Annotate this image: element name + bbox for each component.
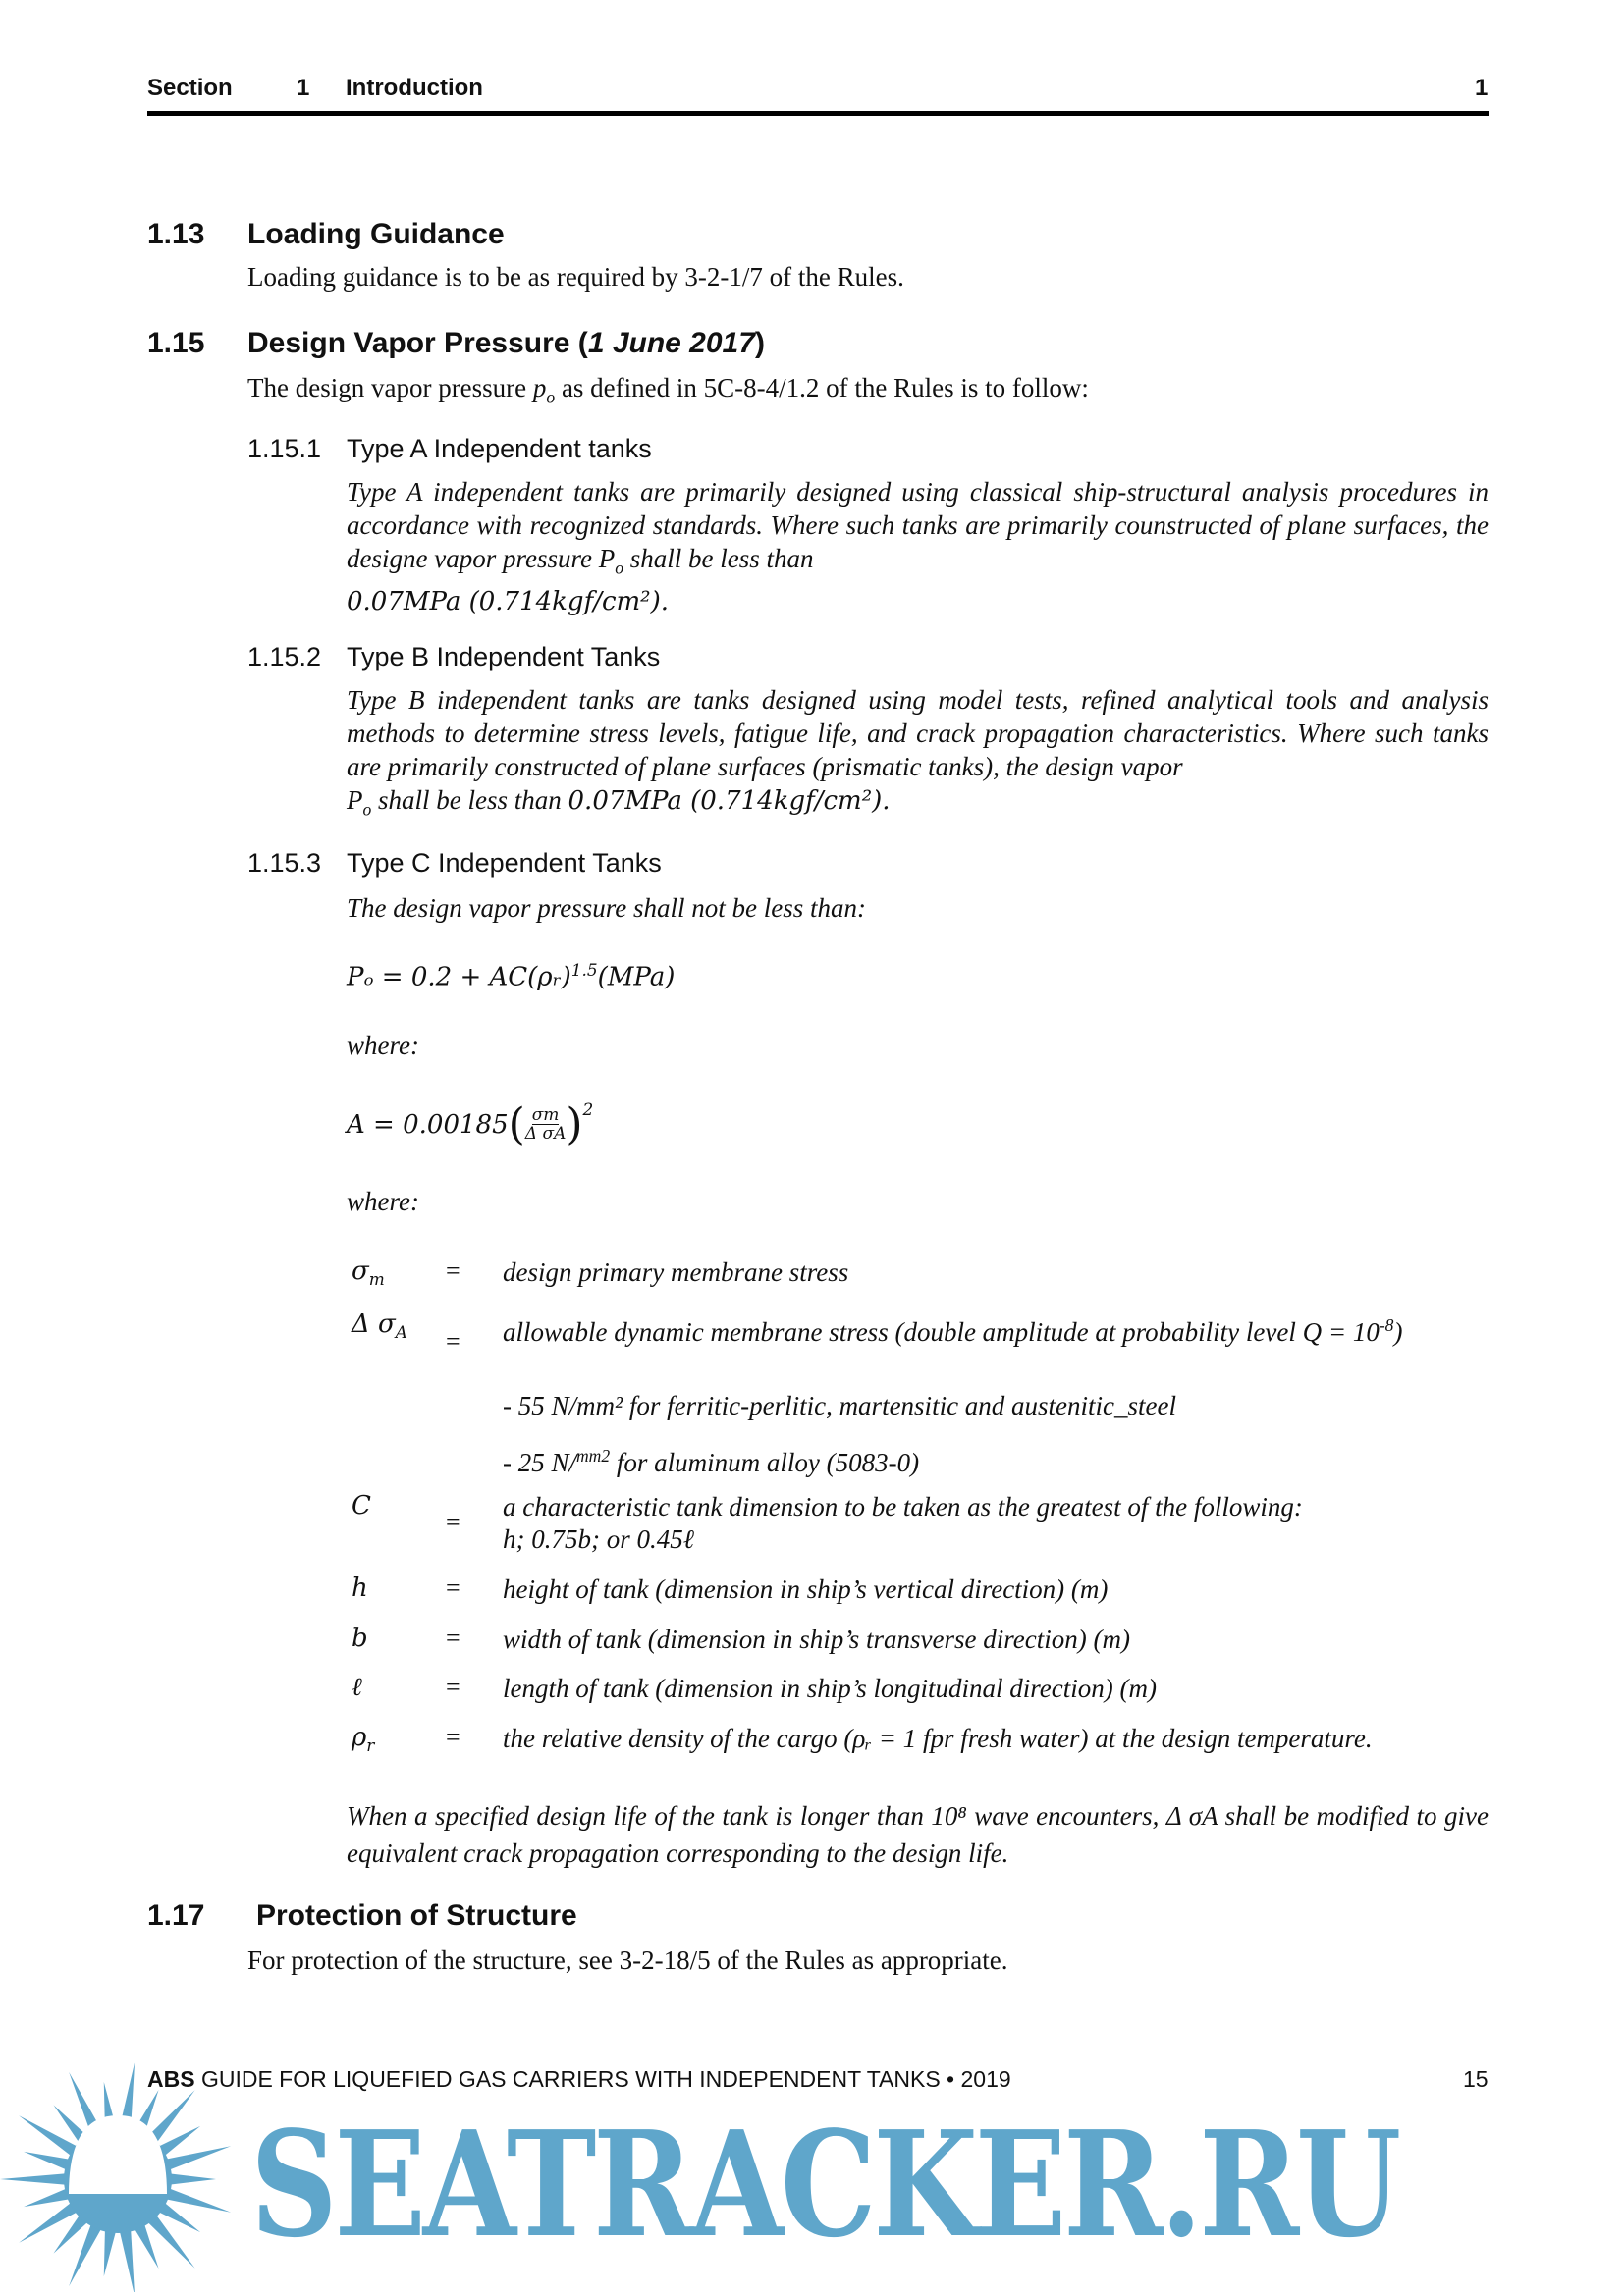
section-number: 1.13	[147, 218, 205, 250]
subsection-title: Type B Independent Tanks	[347, 642, 661, 671]
watermark-text: SEATRACKER.RU	[250, 2099, 1398, 2269]
def-text: - 25 N/$^{mm2}$ for aluminum alloy (5083-0)	[503, 1446, 920, 1477]
formula-po: Pₒ = 0.2 + AC(ρᵣ)$^{1.5}$(MPa)	[347, 960, 676, 992]
def-text: allowable dynamic membrane stress (double amplitude at probability level $Q = 10^{-8}$)	[503, 1315, 1403, 1347]
def-equals: =	[446, 1327, 460, 1356]
def-symbol: $\sigma_m$	[352, 1256, 385, 1290]
sun-ray	[119, 2226, 135, 2292]
def-text: length of tank (dimension in ship’s longitudinal direction) (m)	[503, 1674, 1157, 1703]
header-section-title: Introduction	[346, 75, 483, 101]
def-equals: =	[446, 1508, 460, 1536]
def-text: - 55 N/mm² for ferritic-perlitic, martensitic and austenitic_steel	[503, 1391, 1177, 1420]
header-section-number: 1	[297, 75, 310, 101]
def-equals: =	[446, 1723, 460, 1751]
formula-a: A = 0.00185 ( σm Δ σA ) $^2$	[347, 1099, 594, 1149]
sun-ray	[0, 2173, 69, 2185]
subsection-title: Type C Independent Tanks	[347, 848, 662, 878]
def-symbol: $\rho_r$	[352, 1723, 375, 1756]
def-equals: =	[446, 1624, 460, 1652]
section-body: For protection of the structure, see 3-2-18/5 of the Rules as appropriate.	[247, 1946, 1008, 1975]
section-title: Design Vapor Pressure (1 June 2017)	[247, 327, 765, 359]
footer-page-number: 15	[1463, 2066, 1489, 2092]
sun-ray	[163, 2146, 231, 2171]
def-equals: =	[446, 1673, 460, 1701]
sun-ray	[145, 2213, 195, 2269]
header-page-ref: 1	[1475, 75, 1489, 101]
subsection-title: Type A Independent tanks	[347, 434, 652, 463]
where-label: where:	[347, 1031, 419, 1060]
subsection-number: 1.15.2	[247, 642, 322, 671]
def-text: the relative density of the cargo (ρᵣ = 1 fpr fresh water) at the design temperature.	[503, 1724, 1373, 1753]
def-text: height of tank (dimension in ship’s vertical direction) (m)	[503, 1575, 1109, 1604]
subsection-number: 1.15.1	[247, 434, 322, 463]
section-number: 1.17	[147, 1899, 205, 1932]
sun-ray	[104, 2226, 117, 2276]
def-symbol: Δ $\sigma_A$	[352, 1309, 407, 1343]
subsection-intro: The design vapor pressure shall not be less than:	[347, 893, 866, 923]
where-label: where:	[347, 1187, 419, 1216]
subsection-paragraph: Type A independent tanks are primarily designed using classical ship-structural analysis procedures in accordance with recognized standards. Where such tanks are primarily counstructed of plane surfaces, the designe vapor pressure $P_o$ shall be less than 0.07MPa (0.714kgf/cm²).	[347, 477, 1489, 617]
section-body: The design vapor pressure $p_o$ as defined in 5C-8-4/1.2 of the Rules is to follow:	[247, 373, 1089, 407]
footer-title: ABS GUIDE FOR LIQUEFIED GAS CARRIERS WITH INDEPENDENT TANKS • 2019	[147, 2066, 1011, 2092]
def-text: a characteristic tank dimension to be taken as the greatest of the following: h; 0.75b; or 0.45ℓ	[503, 1492, 1303, 1554]
sun-ray	[163, 2187, 231, 2213]
subsection-number: 1.15.3	[247, 848, 322, 878]
def-symbol: h	[352, 1574, 368, 1603]
subsection-paragraph: Type B independent tanks are tanks designed using model tests, refined analytical tools and analysis methods to determine stress levels, fatigue life, and crack propagation characteristics. Where such tanks are primarily constructed of plane surfaces (prismatic tanks), the design vapor $P_o$ shall be less than 0.07MPa (0.714kgf/cm²).	[347, 685, 1489, 820]
sun-ray	[167, 2173, 216, 2185]
section-title: Loading Guidance	[247, 218, 505, 250]
def-equals: =	[446, 1256, 460, 1285]
header-rule	[147, 111, 1489, 116]
def-equals: =	[446, 1574, 460, 1602]
def-symbol: C	[352, 1491, 371, 1521]
section-body: Loading guidance is to be as required by 3-2-1/7 of the Rules.	[247, 262, 904, 292]
def-text: width of tank (dimension in ship’s transverse direction) (m)	[503, 1625, 1130, 1654]
closing-paragraph: When a specified design life of the tank is longer than 10⁸ wave encounters, Δ σA shall be modified to give equivalent crack propagation corresponding to the design life.	[347, 1801, 1489, 1868]
def-text: design primary membrane stress	[503, 1257, 849, 1287]
def-symbol: ℓ	[352, 1673, 362, 1702]
section-title: Protection of Structure	[256, 1899, 577, 1932]
section-number: 1.15	[147, 327, 205, 359]
def-symbol: b	[352, 1624, 368, 1653]
header-section-label: Section	[147, 75, 233, 101]
